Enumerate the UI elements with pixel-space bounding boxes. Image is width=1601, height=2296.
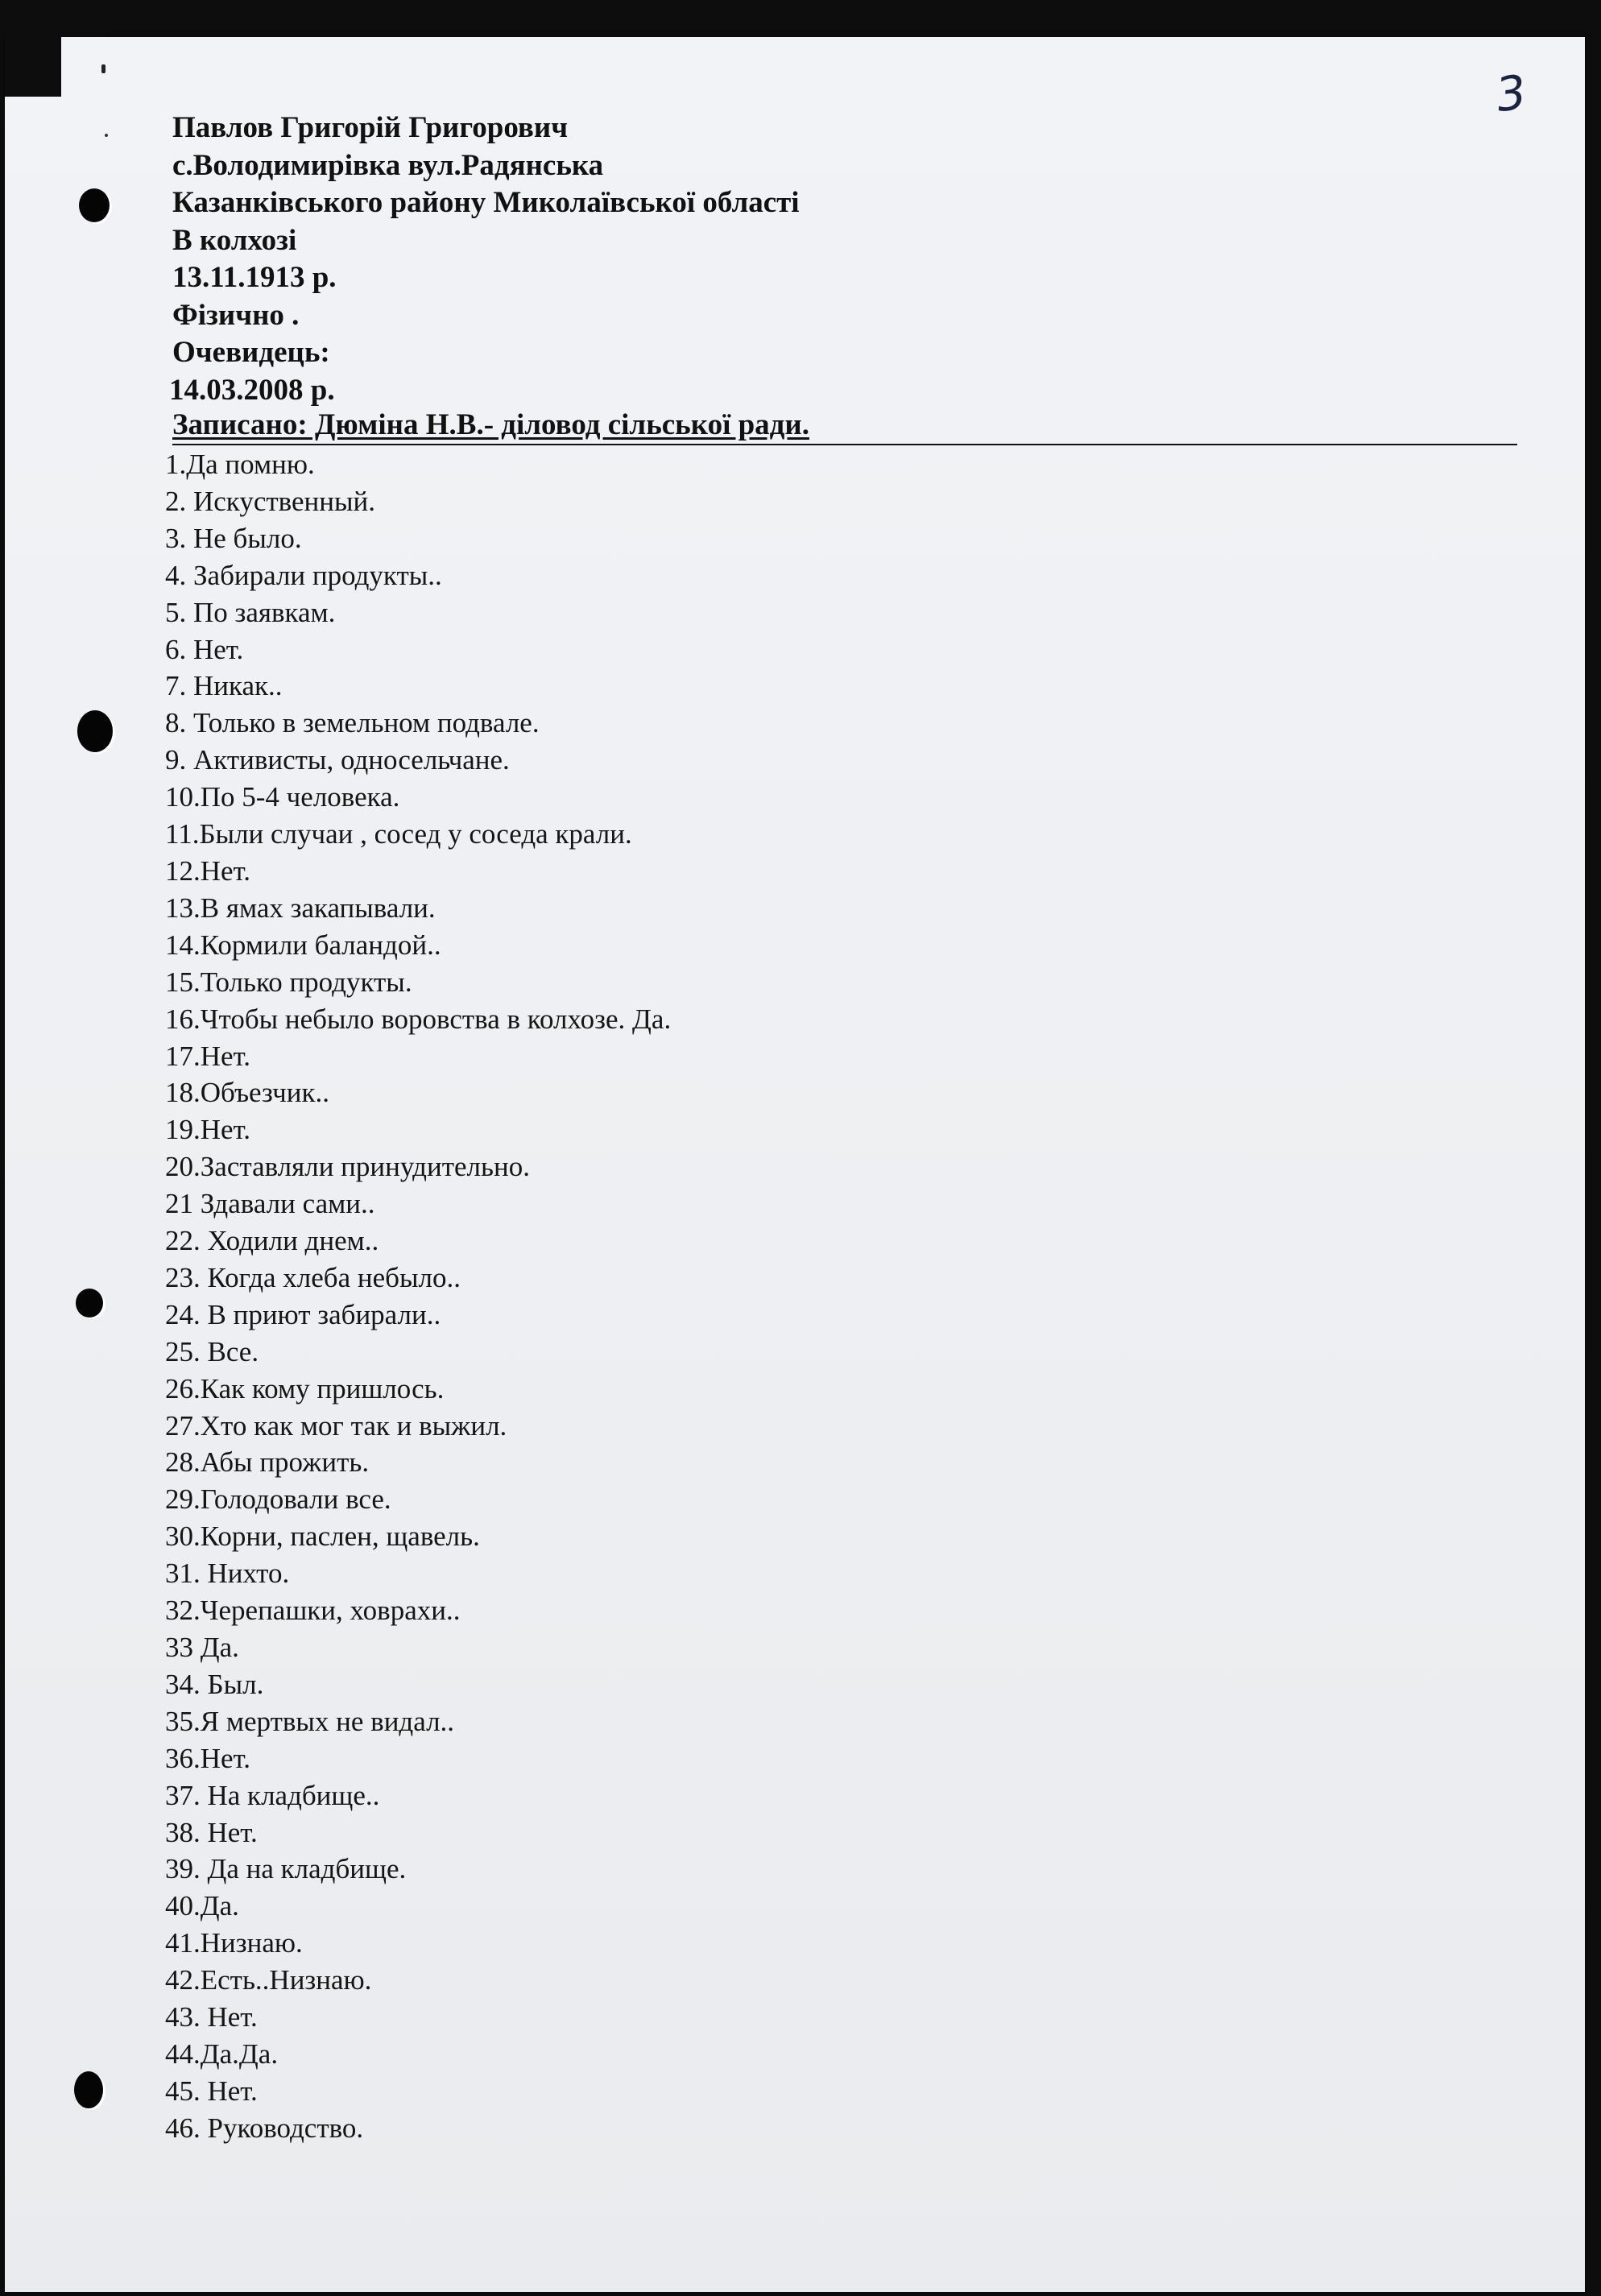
recorded-by-line	[172, 407, 1517, 445]
answer-item: 9. Активисты, односельчане.	[165, 744, 510, 776]
witness-name: Павлов Григорій Григорович	[172, 111, 569, 144]
witness-district: Казанківського району Миколаївської області	[172, 186, 800, 219]
answer-item: 12.Нет.	[165, 854, 250, 887]
witness-village: с.Володимирівка вул.Радянська	[172, 148, 604, 182]
scan-speck	[101, 64, 105, 73]
answer-item: 7. Никак..	[165, 670, 283, 702]
answer-item: 43. Нет.	[165, 2001, 258, 2033]
answer-item: 46. Руководство.	[165, 2112, 364, 2144]
answer-item: 1.Да помню.	[165, 449, 315, 480]
answer-item: 2. Искуственный.	[165, 485, 375, 517]
answer-item: 44.Да.Да.	[165, 2037, 279, 2070]
answer-item: 45. Нет.	[165, 2075, 258, 2107]
answer-item: 4. Забирали продукты..	[165, 559, 442, 591]
answer-item: 34. Был.	[165, 1668, 264, 1700]
witness-occupation: В колхозі	[172, 223, 297, 257]
answer-item: 37. На кладбище..	[165, 1779, 380, 1811]
answer-item: 8. Только в земельном подвале.	[165, 707, 540, 739]
answer-item: 24. В приют забирали..	[165, 1298, 441, 1330]
answer-item: 10.По 5-4 человека.	[165, 781, 400, 813]
answer-item: 30.Корни, паслен, щавель.	[165, 1520, 480, 1553]
witness-status: Очевидець:	[172, 336, 330, 369]
answer-item: 3. Не было.	[165, 522, 302, 554]
answer-item: 40.Да.	[165, 1890, 239, 1922]
answer-item: 39. Да на кладбище.	[165, 1853, 407, 1885]
answer-item: 26.Как кому пришлось.	[165, 1372, 445, 1404]
answer-item: 17.Нет.	[165, 1040, 250, 1072]
answer-item: 11.Были случаи , сосед у соседа крали.	[165, 818, 632, 850]
answer-item: 32.Черепашки, ховрахи..	[165, 1595, 461, 1627]
scan-speck	[105, 134, 108, 137]
answer-item: 23. Когда хлеба небыло..	[165, 1261, 461, 1293]
punch-hole	[74, 2071, 103, 2108]
page-number: 3	[1492, 64, 1530, 123]
scan-background-corner	[5, 0, 61, 97]
answer-item: 20.Заставляли принудительно.	[165, 1151, 530, 1183]
answer-item: 27.Хто как мог так и выжил.	[165, 1409, 507, 1442]
answer-item: 22. Ходили днем..	[165, 1225, 379, 1257]
answer-item: 36.Нет.	[165, 1742, 250, 1774]
answer-item: 6. Нет.	[165, 633, 244, 665]
answer-item: 13.В ямах закапывали.	[165, 892, 436, 924]
answer-item: 29.Голодовали все.	[165, 1483, 391, 1516]
document-header	[169, 110, 800, 409]
answer-item: 38. Нет.	[165, 1816, 258, 1848]
interview-mode: Фізично .	[172, 298, 300, 332]
answer-item: 31. Нихто.	[165, 1558, 290, 1590]
punch-hole	[79, 188, 110, 222]
answers-list	[165, 446, 671, 2147]
answer-item: 28.Абы прожить.	[165, 1446, 370, 1479]
scan-background-corner	[56, 0, 105, 37]
recorded-by: Записано: Дюміна Н.В.- діловод сільської ради.	[172, 408, 809, 441]
answer-item: 5. По заявкам.	[165, 596, 336, 628]
witness-birth-date: 13.11.1913 р.	[172, 261, 337, 294]
answer-item: 19.Нет.	[165, 1114, 250, 1146]
answer-item: 25. Все.	[165, 1335, 259, 1367]
answer-item: 15.Только продукты.	[165, 966, 412, 998]
answer-item: 18.Объезчик..	[165, 1077, 329, 1109]
punch-hole	[76, 1289, 103, 1318]
answer-item: 42.Есть..Низнаю.	[165, 1964, 372, 1996]
answer-item: 21 Здавали сами..	[165, 1188, 375, 1220]
answer-item: 16.Чтобы небыло воровства в колхозе. Да.	[165, 1003, 672, 1035]
answer-item: 35.Я мертвых не видал..	[165, 1705, 455, 1737]
interview-date: 14.03.2008 р.	[169, 373, 335, 407]
answer-item: 33 Да.	[165, 1632, 239, 1663]
punch-hole	[77, 710, 113, 752]
answer-item: 14.Кормили баландой..	[165, 929, 441, 961]
answer-item: 41.Низнаю.	[165, 1927, 303, 1959]
